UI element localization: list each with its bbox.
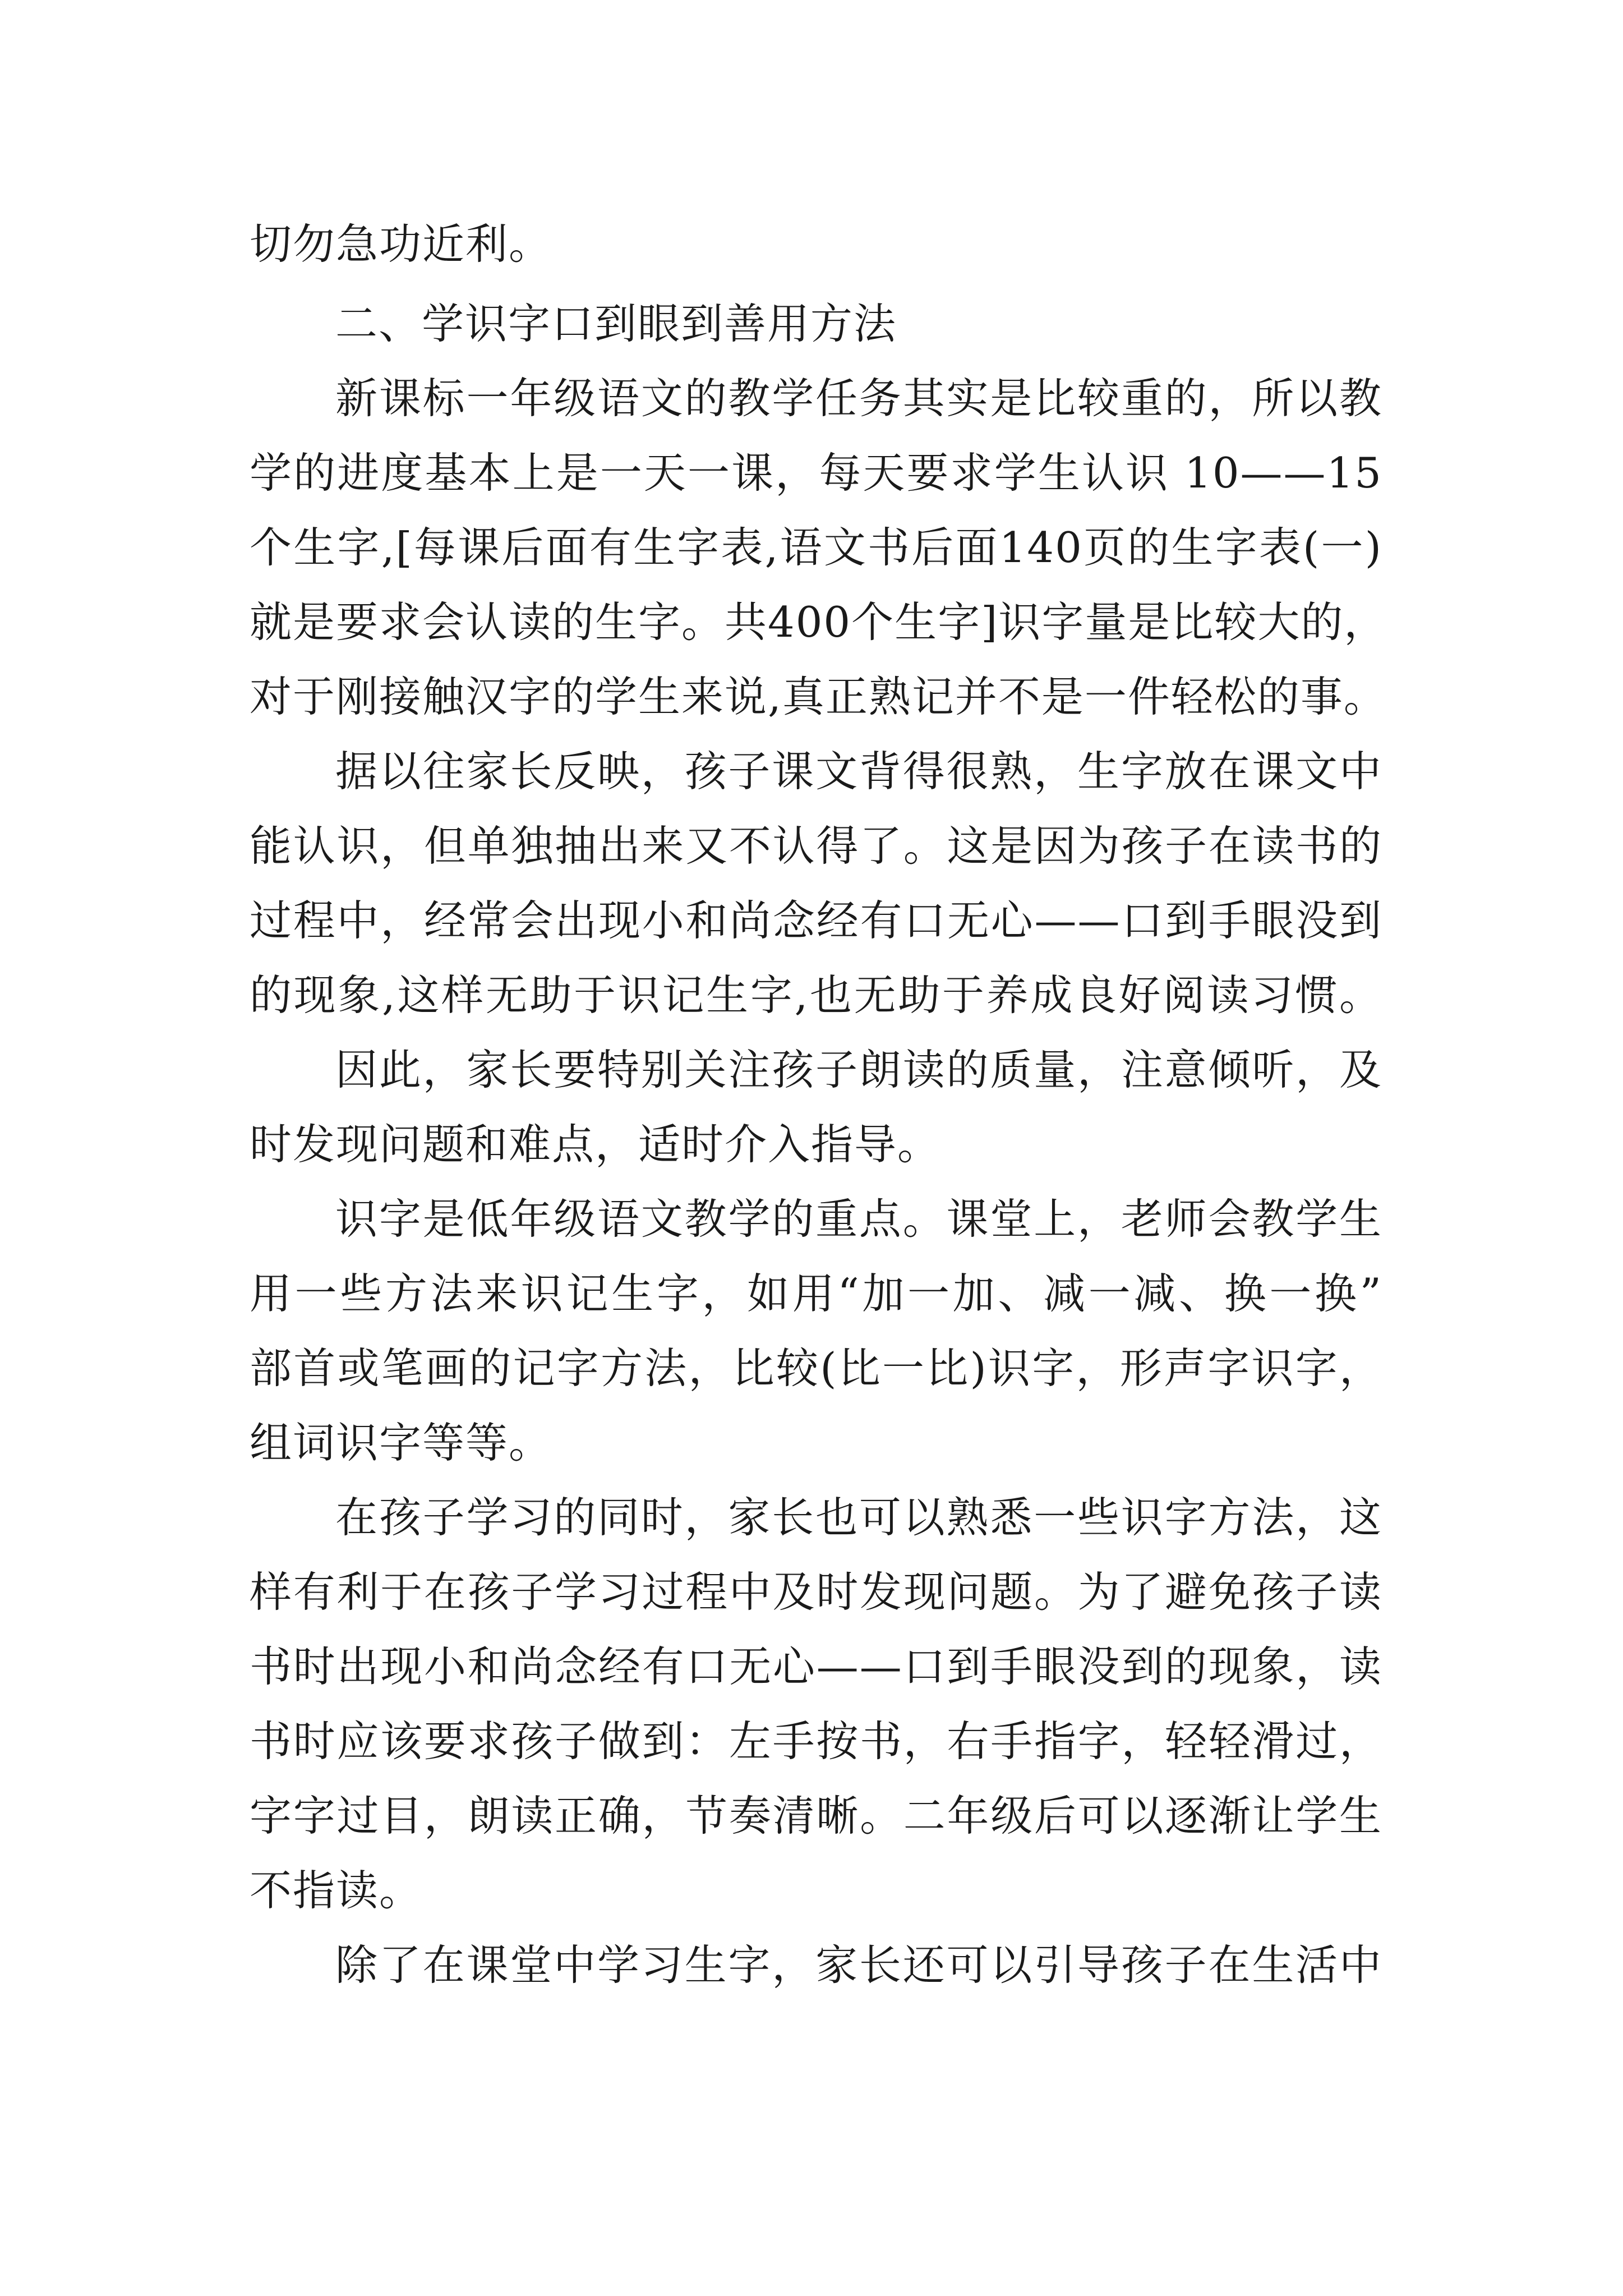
text-line: 不指读。 — [250, 1866, 423, 1915]
text-line: 用一些方法来识记生字，如用“加一加、减一减、换一换” — [250, 1269, 1382, 1318]
text-line: 部首或笔画的记字方法，比较(比一比)识字，形声字识字， — [250, 1343, 1382, 1393]
text-line: 的现象,这样无助于识记生字,也无助于养成良好阅读习惯。 — [250, 970, 1382, 1020]
text-line: 书时出现小和尚念经有口无心——口到手眼没到的现象，读 — [250, 1642, 1382, 1691]
text-line: 组词识字等等。 — [250, 1418, 552, 1467]
text-line: 就是要求会认读的生字。共400个生字]识字量是比较大的， — [250, 597, 1387, 647]
text-line: 识字是低年级语文教学的重点。课堂上，老师会教学生 — [335, 1194, 1382, 1244]
text-line: 字字过目，朗读正确，节奏清晰。二年级后可以逐渐让学生 — [250, 1791, 1382, 1841]
text-line: 在孩子学习的同时，家长也可以熟悉一些识字方法，这 — [335, 1493, 1382, 1542]
text-line: 切勿急功近利。 — [250, 219, 552, 269]
text-line: 能认识，但单独抽出来又不认得了。这是因为孩子在读书的 — [250, 821, 1382, 871]
text-line: 书时应该要求孩子做到：左手按书，右手指字，轻轻滑过， — [250, 1717, 1382, 1766]
text-line: 因此，家长要特别关注孩子朗读的质量，注意倾听，及 — [335, 1045, 1382, 1094]
section-heading: 二、学识字口到眼到善用方法 — [335, 299, 897, 348]
text-line: 时发现问题和难点，适时介入指导。 — [250, 1120, 941, 1169]
text-line: 个生字,[每课后面有生字表,语文书后面140页的生字表(一) — [250, 523, 1382, 572]
text-line: 学的进度基本上是一天一课，每天要求学生认识 10——15 — [250, 448, 1382, 498]
text-line: 据以往家长反映，孩子课文背得很熟，生字放在课文中 — [335, 747, 1382, 796]
text-line: 对于刚接触汉字的学生来说,真正熟记并不是一件轻松的事。 — [250, 672, 1387, 721]
text-line: 新课标一年级语文的教学任务其实是比较重的，所以教 — [335, 374, 1382, 423]
text-line: 过程中，经常会出现小和尚念经有口无心——口到手眼没到 — [250, 896, 1382, 945]
text-line: 除了在课堂中学习生字，家长还可以引导孩子在生活中 — [335, 1940, 1382, 1990]
text-line: 样有利于在孩子学习过程中及时发现问题。为了避免孩子读 — [250, 1567, 1382, 1617]
